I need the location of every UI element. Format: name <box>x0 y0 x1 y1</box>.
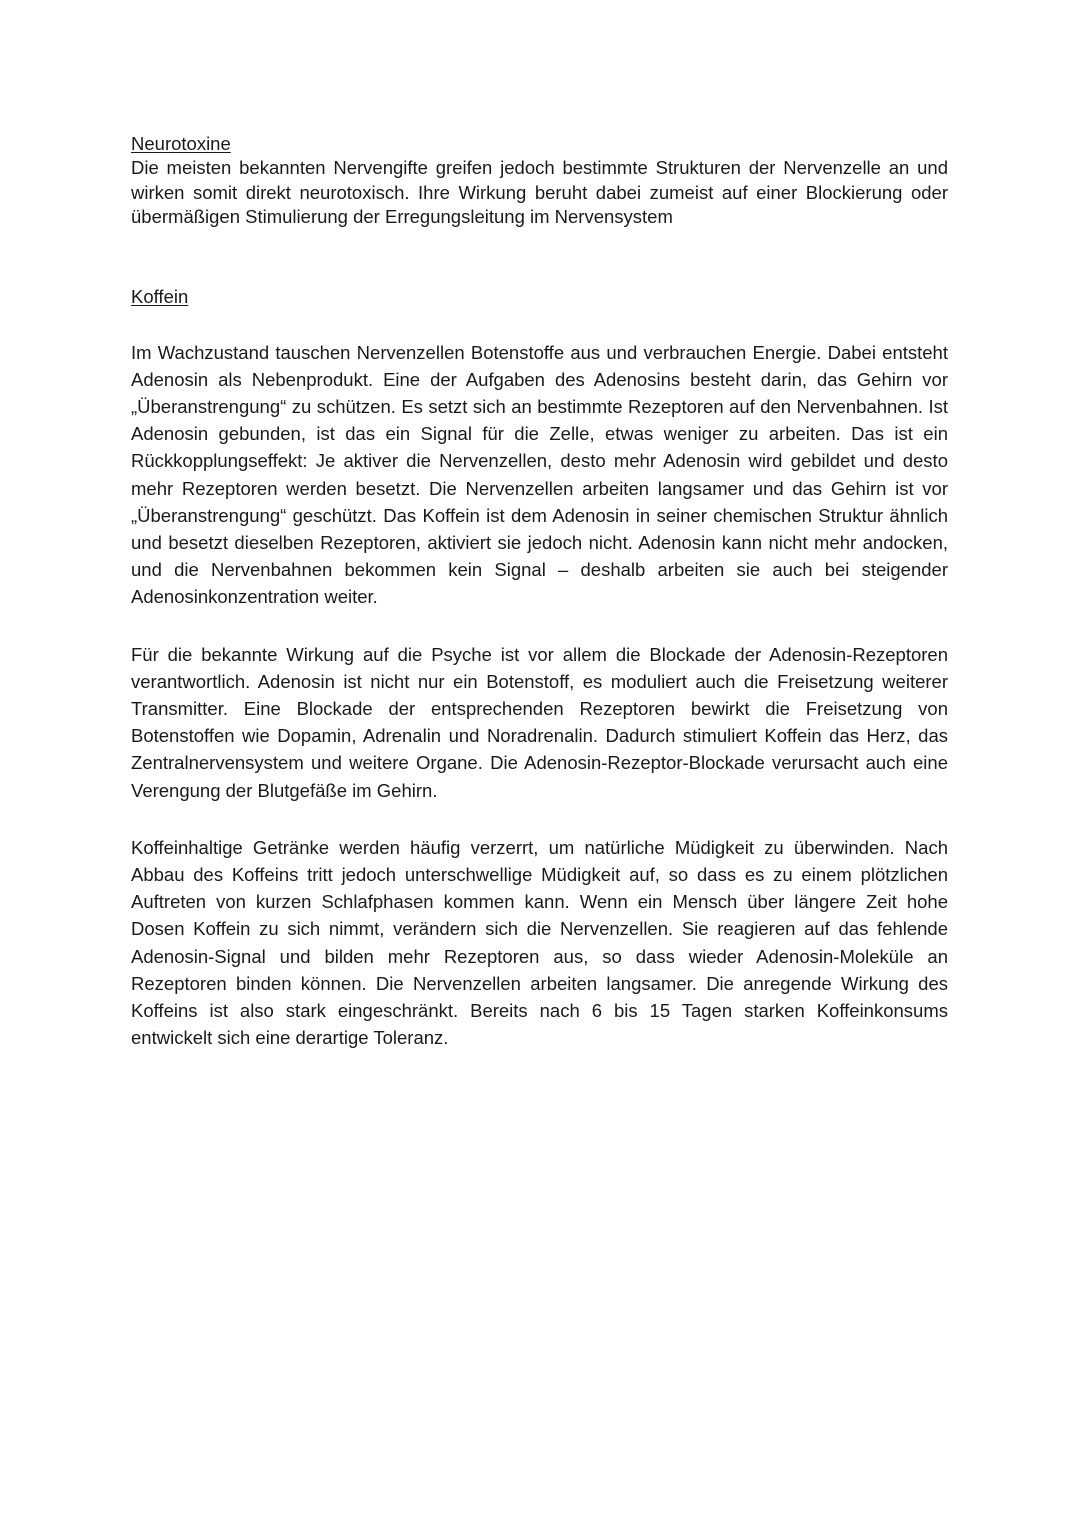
section-heading-koffein: Koffein <box>131 285 189 307</box>
document-page <box>131 129 948 1051</box>
paragraph-koffein-1: Im Wachzustand tauschen Nervenzellen Botenstoffe aus und verbrauchen Energie. Dabei entsteht Adenosin als Nebenprodukt. Eine der Aufgaben des Adenosins besteht darin, das Gehirn vor „Überanstrengung“ zu schützen. Es setzt sich an bestimmte Rezeptoren auf den Nervenbahnen. Ist Adenosin gebunden, ist das ein Signal für die Zelle, etwas weniger zu arbeiten. Das ist ein Rückkopplungseffekt: Je aktiver die Nervenzellen, desto mehr Adenosin wird gebildet und desto mehr Rezeptoren werden besetzt. Die Nervenzellen arbeiten langsamer und das Gehirn ist vor „Überanstrengung“ geschützt. Das Koffein ist dem Adenosin in seiner chemischen Struktur ähnlich und besetzt dieselben Rezeptoren, aktiviert sie jedoch nicht. Adenosin kann nicht mehr andocken, und die Nervenbahnen bekommen kein Signal – deshalb arbeiten sie auch bei steigender Adenosinkonzentration weiter. <box>131 341 948 608</box>
paragraph-neurotoxine: Die meisten bekannten Nervengifte greifen jedoch bestimmte Strukturen der Nervenzelle an und wirken somit direkt neurotoxisch. Ihre Wirkung beruht dabei zumeist auf einer Blockierung oder übermäßigen Stimulierung der Erregungsleitung im Nervensystem <box>131 157 948 227</box>
paragraph-koffein-3: Koffeinhaltige Getränke werden häufig verzerrt, um natürliche Müdigkeit zu überwinden. Nach Abbau des Koffeins tritt jedoch unterschwellige Müdigkeit auf, so dass es zu einem plötzlichen Auftreten von kurzen Schlafphasen kommen kann. Wenn ein Mensch über längere Zeit hohe Dosen Koffein zu sich nimmt, verändern sich die Nervenzellen. Sie reagieren auf das fehlende Adenosin-Signal und bilden mehr Rezeptoren aus, so dass wieder Adenosin-Moleküle an Rezeptoren binden können. Die Nervenzellen arbeiten langsamer. Die anregende Wirkung des Koffeins ist also stark eingeschränkt. Bereits nach 6 bis 15 Tagen starken Koffeinkonsums entwickelt sich eine derartige Toleranz. <box>131 836 948 1049</box>
paragraph-koffein-2: Für die bekannte Wirkung auf die Psyche ist vor allem die Blockade der Adenosin-Rezeptoren verantwortlich. Adenosin ist nicht nur ein Botenstoff, es moduliert auch die Freisetzung weiterer Transmitter. Eine Blockade der entsprechenden Rezeptoren bewirkt die Freisetzung von Botenstoffen wie Dopamin, Adrenalin und Noradrenalin. Dadurch stimuliert Koffein das Herz, das Zentralnervensystem und weitere Organe. Die Adenosin-Rezeptor-Blockade verursacht auch eine Verengung der Blutgefäße im Gehirn. <box>131 643 948 801</box>
section-heading-neurotoxine: Neurotoxine <box>131 133 231 154</box>
